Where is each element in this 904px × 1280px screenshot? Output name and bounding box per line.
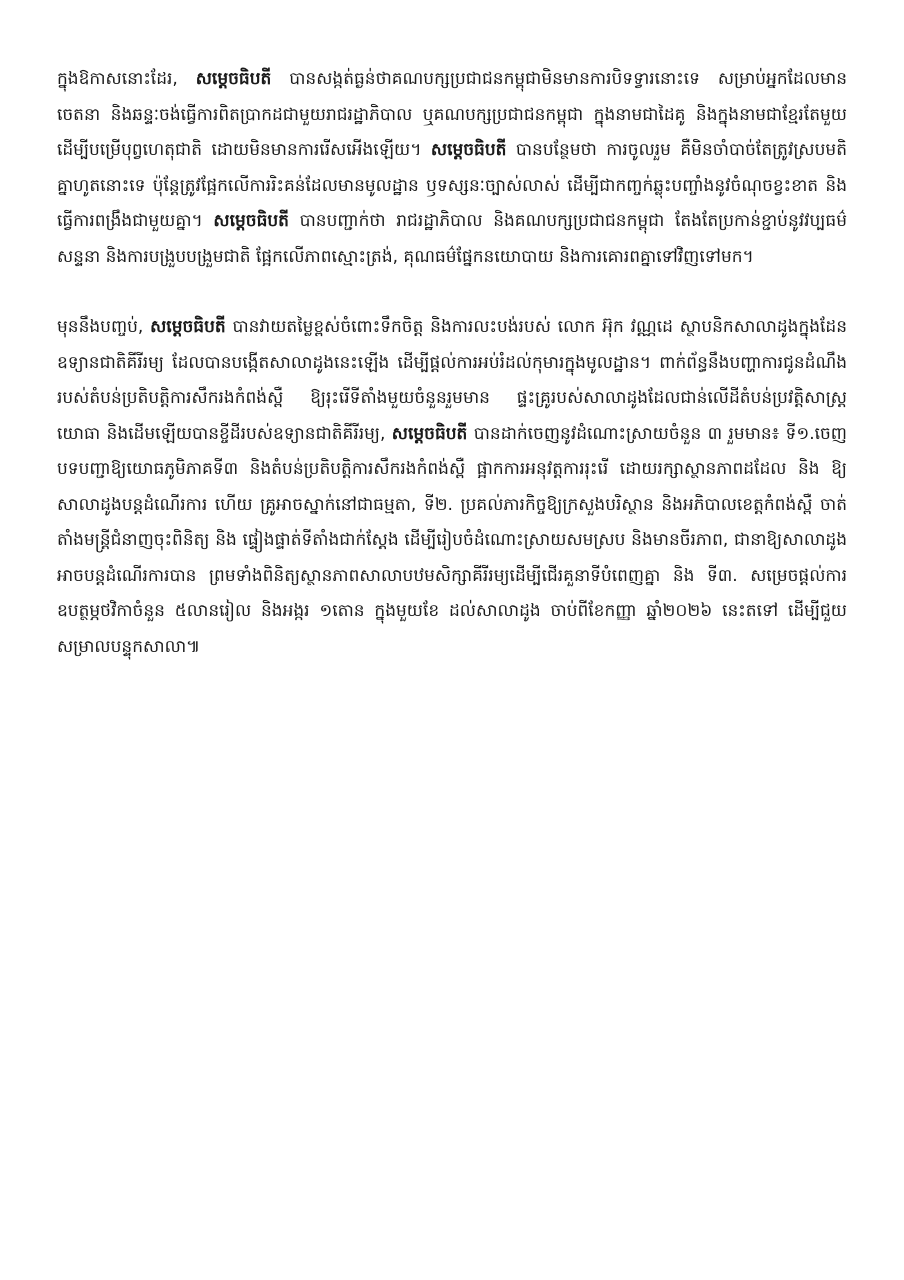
paragraph-1-text: បានបញ្ជាក់ថា រាជរដ្ឋាភិបាល និងគណបក្សប្រជាជនកម្ពុជា តែងតែប្រកាន់ខ្ជាប់នូវវប្បធម៌សន្ទនា និងការបង្រួបបង្រួមជាតិ ផ្អែកលើភាពស្មោះត្រង់, គុណធម៌ផ្នែកនយោបាយ និងការគោរពគ្នាទៅវិញទៅមក។ [57, 211, 847, 267]
bold-name-highlight: សម្តេចធិបតី [213, 211, 289, 231]
article-body [57, 62, 847, 665]
paragraph-2-text: មុននឹងបញ្ចប់, [57, 317, 151, 337]
paragraph-1-text: បានបន្ថែមថា ការចូលរួម គឺមិនចាំបាច់តែត្រូវស្របមតិគ្នាហូតនោះទេ ប៉ុន្តែត្រូវផ្អែកលើការរិះគន់ដែលមានមូលដ្ឋាន ឫទស្សនៈច្បាស់លាស់ ដើម្បីជាកញ្ចក់ឆ្លុះបញ្ចាំងនូវចំណុចខ្វះខាត និងធ្វើការពង្រឹងជាមួយគ្នា។ [57, 140, 847, 231]
bold-name-highlight: សម្តេចធិបតី [150, 317, 226, 337]
bold-name-highlight: សម្តេចធិបតី [195, 69, 272, 89]
bold-name-highlight: សម្តេចធិបតី [430, 140, 507, 160]
paragraph-2-text: បានវាយតម្លៃខ្ពស់ចំពោះទឹកចិត្ត និងការលះបង់របស់ លោក អ៊ុក វណ្ណដេ ស្ថាបនិកសាលាដូងក្នុងដែនឧទ្យានជាតិគីរីរម្យ ដែលបានបង្កើតសាលាដូងនេះឡើង ដើម្បីផ្តល់ការអប់រំដល់កុមារក្នុងមូលដ្ឋាន។ ពាក់ព័ន្ធនឹងបញ្ហាការជូនដំណឹងរបស់តំបន់ប្រតិបត្តិការសឹករងកំពង់ស្ពឺ ឱ្យរុះរើទីតាំងមួយចំនួនរួមមាន ផ្ទះគ្រូរបស់សាលាដូងដែលជាន់លើដីតំបន់ប្រវត្តិសាស្ត្រយោធា និងដើមឡើយបានខ្ចីដីរបស់ឧទ្យានជាតិគីរីរម្យ, [57, 317, 847, 444]
bold-name-highlight: សម្តេចធិបតី [391, 423, 468, 444]
paragraph-1 [57, 62, 847, 275]
paragraph-2 [57, 310, 847, 665]
paragraph-1-text: ក្នុងឱកាសនោះដែរ, [57, 69, 196, 89]
paragraph-2-text: បានដាក់ចេញនូវដំណោះស្រាយចំនួន ៣ រួមមាន៖ ទី១.ចេញបទបញ្ជាឱ្យយោធភូមិភាគទី៣ និងតំបន់ប្រតិបត្តិការសឹករងកំពង់ស្ពឺ ផ្អាកការអនុវត្តការរុះរើ ដោយរក្សាស្ថានភាពដដែល និង ឱ្យសាលាដូងបន្តដំណើរការ ហើយ គ្រូអាចស្នាក់នៅជាធម្មតា, ទី២. ប្រគល់ភារកិច្ចឱ្យក្រសួងបរិស្ថាន និងអភិបាលខេត្តកំពង់ស្ពឺ ចាត់តាំងមន្ត្រីជំនាញចុះពិនិត្យ និង ផ្ទៀងផ្ទាត់ទីតាំងជាក់ស្តែង ដើម្បីរៀបចំដំណោះស្រាយសមស្រប និងមានចីរភាព, ជានាឱ្យសាលាដូងអាចបន្តដំណើរការបាន ព្រមទាំងពិនិត្យស្ថានភាពសាលាបឋមសិក្សាគីរីរម្យដើម្បីជើរគួនាទីបំពេញគ្នា និង ទី៣. សម្រេចផ្តល់ការឧបត្ថម្ភថវិកាចំនួន ៥លានរៀល និងអង្ករ ១តោន ក្នុងមួយខែ ដល់សាលាដូង ចាប់ពីខែកញ្ញា ឆ្នាំ២០២៦ នេះតទៅ ដើម្បីជួយសម្រាលបន្ទុកសាលា៕ [57, 423, 847, 657]
paragraph-1-text: បានសង្កត់ធ្ងន់ថាគណបក្សប្រជាជនកម្ពុជាមិនមានការបិទទ្វារនោះទេ សម្រាប់អ្នកដែលមានចេតនា និងឆន្ទៈចង់ធ្វើការពិតប្រាកដជាមួយរាជរដ្ឋាភិបាល ឬគណបក្សប្រជាជនកម្ពុជា ក្នុងនាមជាដៃគូ និងក្នុងនាមជាខ្មែរតែមួយដើម្បីបម្រើបុព្វហេតុជាតិ ដោយមិនមានការរើសអើងឡើយ។ [57, 69, 847, 160]
